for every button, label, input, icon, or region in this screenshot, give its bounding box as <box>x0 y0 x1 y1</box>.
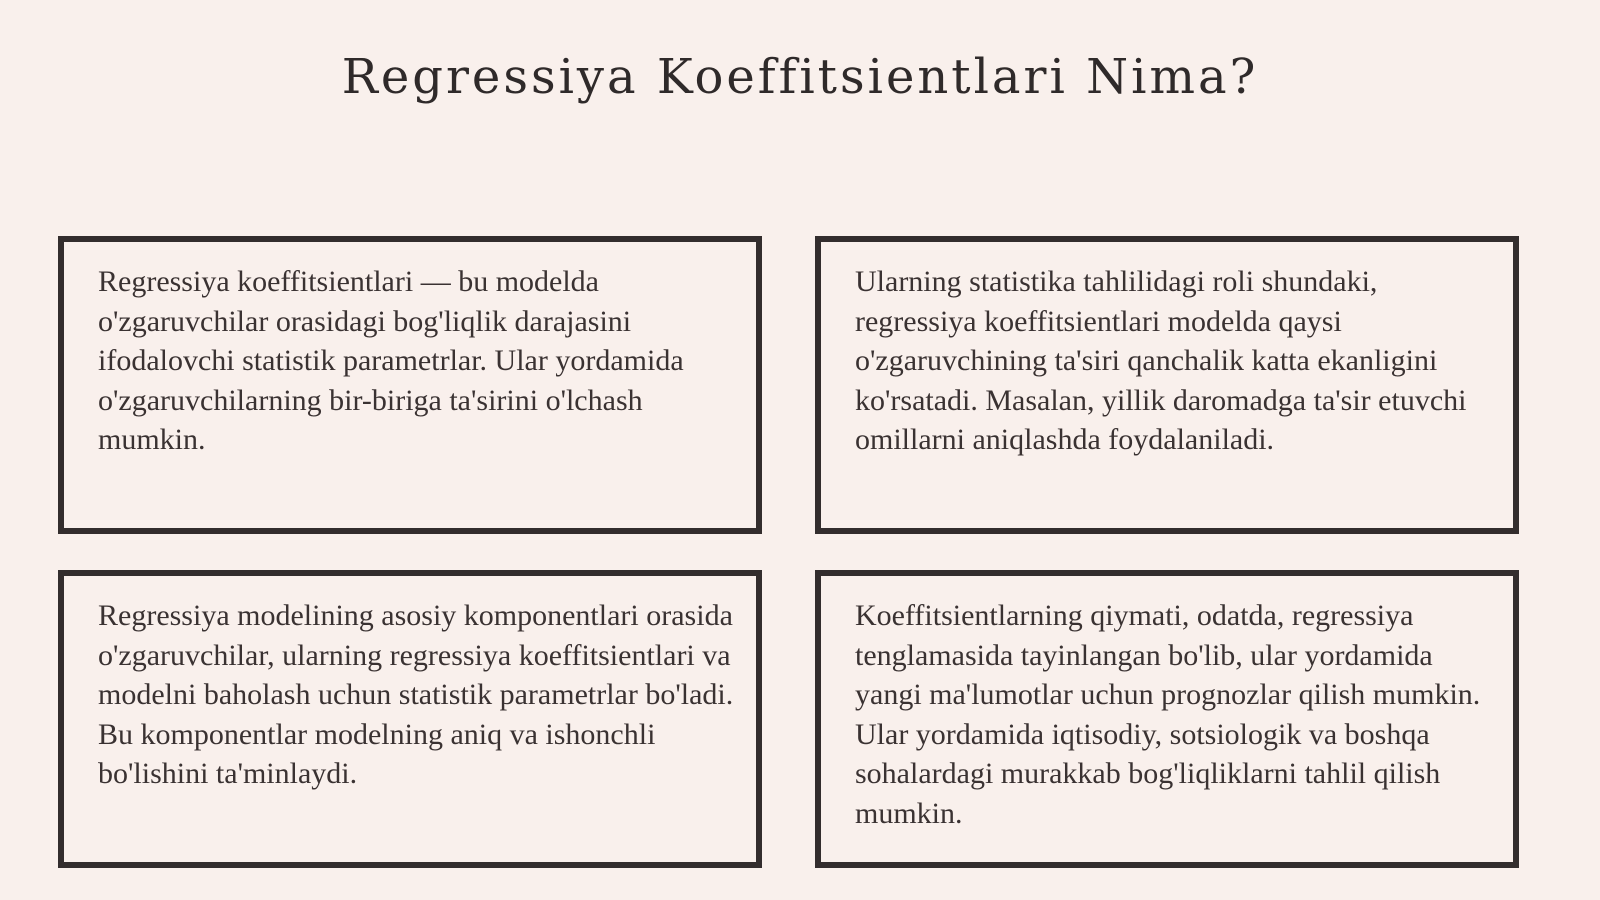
info-card-components <box>58 570 762 868</box>
slide-title: Regressiya Koeffitsientlari Nima? <box>341 49 1259 105</box>
info-card-text: Koeffitsientlarning qiymati, odatda, regressiya tenglamasida tayinlangan bo'lib, ular yordamida yangi ma'lumotlar uchun prognozlar qilish mumkin. Ular yordamida iqtisodiy, sotsiologik va boshqa sohalardagi murakkab bog'liqliklarni tahlil qilish mumkin. <box>855 599 1481 830</box>
info-card-text: Ularning statistika tahlilidagi roli shundaki, regressiya koeffitsientlari modelda qaysi o'zgaruvchining ta'siri qanchalik katta ekanligini ko'rsatadi. Masalan, yillik daromadga ta'sir etuvchi omillarni aniqlashda foydalaniladi. <box>855 265 1467 456</box>
info-card-text: Regressiya modelining asosiy komponentlari orasida o'zgaruvchilar, ularning regressiya koeffitsientlari va modelni baholash uchun statistik parametrlar bo'ladi. Bu komponentlar modelning aniq va ishonchli bo'lishini ta'minlaydi. <box>98 599 734 790</box>
info-card-role <box>815 236 1519 534</box>
info-card-definition <box>58 236 762 534</box>
info-card-values <box>815 570 1519 868</box>
info-card-text: Regressiya koeffitsientlari — bu modelda o'zgaruvchilar orasidagi bog'liqlik darajasini ifodalovchi statistik parametrlar. Ular yordamida o'zgaruvchilarning bir-biriga ta'sirini o'lchash mumkin. <box>98 265 684 456</box>
